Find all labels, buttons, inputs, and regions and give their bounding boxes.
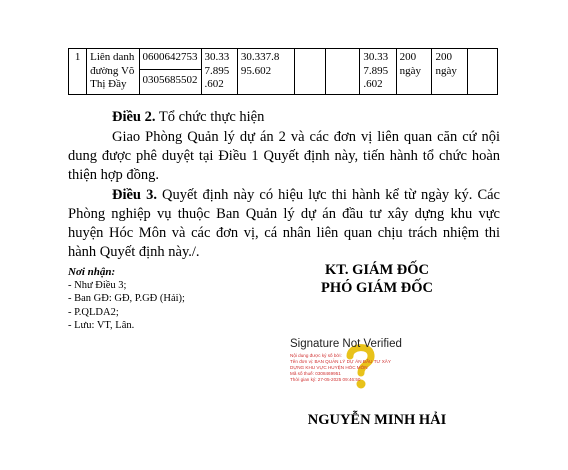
recipient-item: - Lưu: VT, Lân. (68, 319, 135, 331)
dieu2-text: Giao Phòng Quản lý dự án 2 và các đơn vị liên quan căn cứ nội dung được phê duyệt tại Điều 1 Quyết định này, tiến hành tổ chức hoàn thiện hợp đồng. (68, 129, 500, 183)
cell-value-4 (325, 49, 360, 95)
signature-detail: DỰNG KHU VỰC HUYỆN HÓC MÔN (290, 365, 368, 370)
dieu2-title: Tổ chức thực hiện (155, 109, 265, 125)
cell-value-1: 30.33 7.895 .602 (201, 49, 237, 95)
recipients-block (68, 266, 268, 332)
digital-signature-stamp[interactable] (290, 338, 420, 398)
dieu2-heading (68, 108, 500, 127)
cell-duration-2: 200 ngày (432, 49, 468, 95)
cell-duration-1: 200 ngày (396, 49, 432, 95)
contract-table (68, 48, 498, 95)
recipient-item: - P.QLDA2; (68, 306, 119, 318)
signer-role-1: KT. GIÁM ĐỐC (324, 262, 430, 278)
signature-detail: Mã số thuế: 0308469951 (290, 371, 341, 376)
dieu3-label: Điều 3. (112, 187, 157, 203)
dieu2-label: Điều 2. (112, 109, 156, 125)
code-top: 0600642753 (142, 51, 198, 63)
signature-detail: Nội dung được ký số bởi: (290, 353, 342, 358)
recipients-title: Nơi nhận: (68, 266, 116, 278)
cell-code (139, 49, 201, 95)
cell-value-2: 30.337.8 95.602 (237, 49, 294, 95)
signer-role-2: PHÓ GIÁM ĐỐC (321, 280, 433, 296)
signature-detail: Tên đơn vị: BAN QUẢN LÝ DỰ ÁN ĐẦU TƯ XÂY (290, 359, 391, 364)
cell-empty (468, 49, 498, 95)
recipient-item: - Ban GĐ: GĐ, P.GĐ (Hải); (68, 293, 185, 305)
signature-detail: Thời gian ký: 27-05-2025 09:46:50 (290, 377, 361, 382)
signer-name: NGUYỄN MINH HẢI (307, 412, 447, 428)
recipient-item: - Như Điều 3; (68, 280, 127, 292)
cell-stt: 1 (69, 49, 87, 95)
dieu3-text: Quyết định này có hiệu lực thi hành kể từ ngày ký. Các Phòng nghiệp vụ thuộc Ban Quản lý dự án đầu tư xây dựng khu vực huyện Hóc Môn và các đơn vị, cá nhân liên quan chịu trách nhiệm thi hành Quyết định này./. (68, 187, 500, 260)
code-bottom: 0305685502 (140, 69, 201, 88)
cell-name: Liên danh đường Võ Thị Đầy (87, 49, 139, 95)
cell-value-3 (295, 49, 325, 95)
table-row (69, 49, 498, 95)
signature-status: Signature Not Verified (290, 338, 402, 350)
cell-value-5: 30.33 7.895 .602 (360, 49, 396, 95)
dieu3-paragraph (68, 186, 500, 262)
